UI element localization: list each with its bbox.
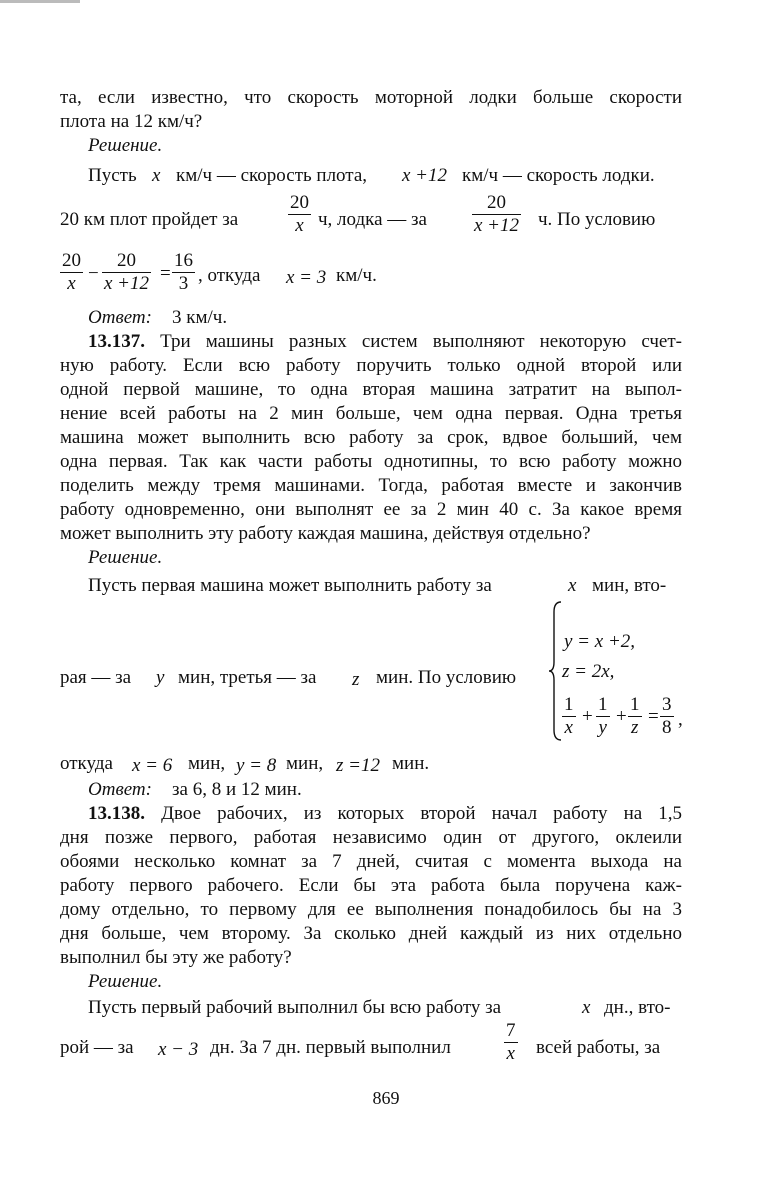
- text-line: плота на 12 км/ч?: [60, 111, 203, 132]
- equals-sign: =: [648, 706, 659, 727]
- problem-line: [88, 802, 682, 826]
- problem-line: одна первая. Так как части работы однотипны, то всю работу можно: [60, 451, 682, 472]
- numerator: 20: [62, 250, 81, 271]
- math-variable: x: [152, 165, 161, 186]
- text-fragment: откуда: [60, 753, 113, 774]
- math-expression: z =12: [336, 755, 380, 776]
- comma: ,: [678, 709, 683, 730]
- system-brace: [548, 600, 562, 742]
- text-fragment: мин.: [392, 753, 430, 774]
- text-fragment: км/ч — скорость плота,: [176, 165, 368, 186]
- denominator: x +12: [474, 215, 520, 236]
- denominator: x: [506, 1043, 515, 1064]
- problem-line: нение всей работы на 2 мин больше, чем одна первая. Одна третья: [60, 403, 682, 424]
- numerator: 20: [487, 192, 506, 213]
- text-fragment: мин,: [286, 753, 324, 774]
- text-fragment: Пусть первый рабочий выполнил бы всю работу за: [88, 997, 502, 1018]
- text-fragment: дн. За 7 дн. первый выполнил: [210, 1037, 451, 1058]
- problem-line: дому отдельно, то первому для ее выполнения понадобилось бы на 3: [60, 899, 682, 920]
- numerator: 1: [630, 694, 640, 715]
- numerator: 7: [506, 1020, 516, 1041]
- numerator: 1: [598, 694, 608, 715]
- text-line: та, если известно, что скорость моторной лодки больше скорости: [60, 87, 682, 108]
- problem-line: машина может выполнить всю работу за срок, вдвое больший, чем: [60, 427, 682, 448]
- problem-line: ную работу. Если всю работу поручить только одной второй или: [60, 355, 682, 376]
- math-variable: y: [156, 667, 165, 688]
- fraction: [504, 1020, 518, 1065]
- fraction: [562, 694, 576, 739]
- problem-line: дня больше, чем второму. За сколько дней каждый из них отдельно: [60, 923, 682, 944]
- text-fragment: мин. По условию: [376, 667, 517, 688]
- denominator: x: [564, 717, 573, 738]
- numerator: 16: [174, 250, 193, 271]
- page-number: 869: [372, 1088, 400, 1108]
- numerator: 3: [662, 694, 672, 715]
- denominator: 3: [178, 273, 189, 294]
- solution-heading: Решение.: [88, 135, 163, 156]
- text-fragment: дн., вто-: [604, 997, 671, 1018]
- fraction: [660, 694, 674, 739]
- denominator: x: [67, 273, 76, 294]
- text-fragment: рая — за: [60, 667, 132, 688]
- text-fragment: ч, лодка — за: [318, 209, 427, 230]
- problem-line: может выполнить эту работу каждая машина, действуя отдельно?: [60, 523, 591, 544]
- math-variable: x: [582, 997, 591, 1018]
- equals-sign: =: [160, 263, 171, 284]
- text-fragment: ч. По условию: [538, 209, 656, 230]
- text-fragment: мин,: [188, 753, 226, 774]
- fraction: [628, 694, 642, 739]
- denominator: z: [631, 717, 639, 738]
- problem-line: поделить между тремя машинами. Тогда, работая вместе и закончив: [60, 475, 682, 496]
- solution-heading: Решение.: [88, 971, 163, 992]
- text-fragment: , откуда: [198, 265, 261, 286]
- math-variable: x: [568, 575, 577, 596]
- fraction: [60, 250, 83, 295]
- answer-label: Ответ:: [88, 779, 152, 800]
- math-expression: y = 8: [236, 755, 277, 776]
- text-fragment: км/ч.: [336, 265, 377, 286]
- plus-sign: +: [582, 706, 593, 727]
- fraction: [288, 192, 311, 237]
- math-expression: x − 3: [158, 1039, 199, 1060]
- problem-line: обоями несколько комнат за 7 дней, считая с момента выхода на: [60, 851, 682, 872]
- math-variable: z: [352, 669, 360, 690]
- problem-number: 13.137.: [88, 331, 145, 352]
- fraction: [596, 694, 610, 739]
- answer-text: 3 км/ч.: [172, 307, 228, 328]
- minus-sign: −: [88, 263, 99, 284]
- plus-sign: +: [616, 706, 627, 727]
- answer-text: за 6, 8 и 12 мин.: [172, 779, 302, 800]
- text-fragment: всей работы, за: [536, 1037, 661, 1058]
- math-expression: x = 6: [132, 755, 173, 776]
- text-fragment: Двое рабочих, из которых второй начал работу на 1,5: [161, 803, 682, 824]
- text-fragment: мин, третья — за: [178, 667, 317, 688]
- problem-line: [88, 330, 682, 354]
- text-fragment: рой — за: [60, 1037, 134, 1058]
- answer-label: Ответ:: [88, 307, 152, 328]
- denominator: 8: [662, 717, 672, 738]
- solution-heading: Решение.: [88, 547, 163, 568]
- math-expression: x +12: [402, 165, 448, 186]
- denominator: y: [598, 717, 607, 738]
- text-fragment: 20 км плот пройдет за: [60, 209, 239, 230]
- math-expression: x = 3: [286, 267, 327, 288]
- numerator: 20: [290, 192, 309, 213]
- text-fragment: Три машины разных систем выполняют некоторую счет-: [160, 331, 682, 352]
- problem-line: работу одновременно, они выполнят ее за 2 мин 40 с. За какое время: [60, 499, 682, 520]
- text-fragment: км/ч — скорость лодки.: [462, 165, 655, 186]
- text-fragment: мин, вто-: [592, 575, 667, 596]
- text-fragment: Пусть первая машина может выполнить работу за: [88, 575, 492, 596]
- denominator: x: [295, 215, 304, 236]
- fraction: [472, 192, 521, 237]
- problem-line: выполнил бы эту же работу?: [60, 947, 292, 968]
- fraction: [172, 250, 195, 295]
- problem-line: работу первого рабочего. Если бы эта работа была поручена каж-: [60, 875, 682, 896]
- fraction: [102, 250, 151, 295]
- text-fragment: Пусть: [88, 165, 137, 186]
- system-equation: z = 2x,: [562, 661, 615, 682]
- problem-line: одной первой машине, то одна вторая машина затратит на выпол-: [60, 379, 682, 400]
- problem-number: 13.138.: [88, 803, 145, 824]
- system-equation: y = x +2,: [564, 631, 636, 652]
- numerator: 20: [117, 250, 136, 271]
- scan-artifact: [0, 0, 80, 3]
- denominator: x +12: [104, 273, 150, 294]
- problem-line: дня позже первого, работая независимо один от другого, оклеили: [60, 827, 682, 848]
- numerator: 1: [564, 694, 574, 715]
